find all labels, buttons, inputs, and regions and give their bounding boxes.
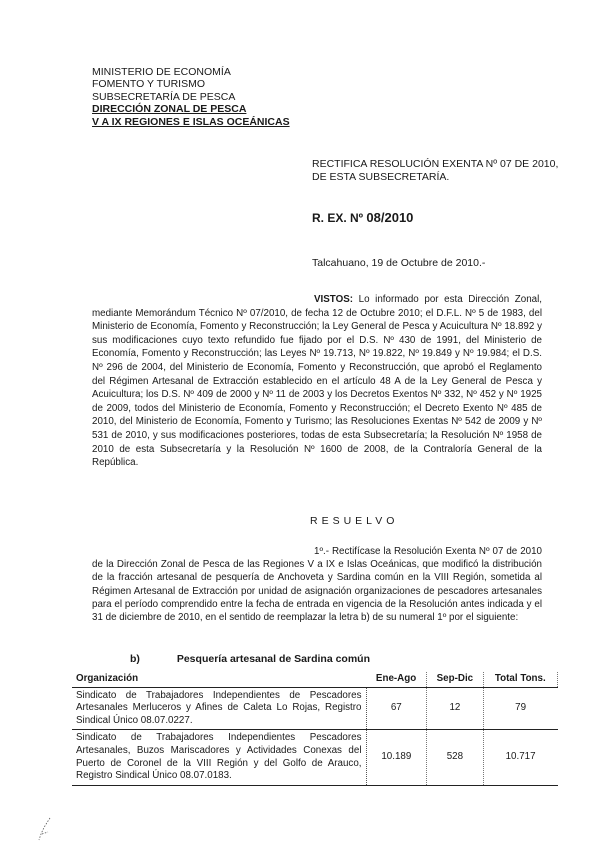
organization-cell: Sindicato de Trabajadores Independientes de Pescadores Artesanales Merluceros y Afines de Caleta Lo Rojas, Registro Sindical Único 08.07.0227. <box>72 687 366 730</box>
resuelvo-heading: RESUELVO <box>310 515 399 527</box>
margin-handwritten-mark <box>36 816 56 844</box>
organization-cell: Sindicato de Trabajadores Independientes Pescadores Artesanales, Buzos Mariscadores y Actividades Conexas del Puerto de Coronel de la VIII Región y del Golfo de Arauco, Registro Sindical Único 08.07.0183. <box>72 730 366 785</box>
section-b-heading <box>130 653 370 665</box>
ene-ago-cell: 10.189 <box>366 730 427 785</box>
table-row <box>72 687 558 730</box>
col-header-sep-dic: Sep-Dic <box>427 672 484 687</box>
resolution-subject: RECTIFICA RESOLUCIÓN EXENTA Nº 07 DE 2010, DE ESTA SUBSECRETARÍA. <box>312 158 559 183</box>
vistos-lead: VISTOS: <box>314 294 354 305</box>
col-header-ene-ago: Ene-Ago <box>366 672 427 687</box>
regions-line: V A IX REGIONES E ISLAS OCEÁNICAS <box>92 115 290 128</box>
vistos-paragraph <box>92 293 542 470</box>
sep-dic-cell: 528 <box>427 730 484 785</box>
resolution-prefix: R. EX. Nº <box>312 211 364 225</box>
date-line: Talcahuano, 19 de Octubre de 2010.- <box>312 257 486 269</box>
letterhead <box>92 66 290 128</box>
ene-ago-cell: 67 <box>366 687 427 730</box>
resolution-number-value: 08/2010 <box>366 210 414 225</box>
total-cell: 10.717 <box>483 730 557 785</box>
ministry-line: SUBSECRETARÍA DE PESCA <box>92 90 236 103</box>
zonal-direction-line: DIRECCIÓN ZONAL DE PESCA <box>92 103 247 116</box>
ministry-line: FOMENTO Y TURISMO <box>92 78 205 91</box>
table-row <box>72 730 558 785</box>
organization-quota-table <box>72 672 558 786</box>
total-cell: 79 <box>483 687 557 730</box>
resolution-paragraph-1: 1º.- Rectifícase la Resolución Exenta Nº 07 de 2010 de la Dirección Zonal de Pesca de las Regiones V a IX e Islas Oceánicas, que modificó la distribución de la fracción artesanal de pesquería de Anchoveta y Sardina común en la VIII Región, sometida al Régimen Artesanal de Extracción por unidad de asignación organizaciones de pescadores artesanales para el período comprendido entre la fecha de entrada en vigencia de la Resolución antes indicada y el 31 de diciembre de 2010, en el sentido de reemplazar la letra b) de su numeral 1º por el siguiente: <box>92 546 542 624</box>
col-header-organization: Organización <box>72 672 366 687</box>
vistos-body: Lo informado por esta Dirección Zonal, mediante Memorándum Técnico Nº 07/2010, de fecha 12 de Octubre 2010; el D.F.L. Nº 5 de 1983, del Ministerio de Economía, Fomento y Reconstrucción; la Ley General de Pesca y Acuicultura Nº 18.892 y sus modificaciones cuyo texto refundido fue fijado por el D.S. Nº 430 de 1991, del Ministerio de Economía, Fomento y Reconstrucción; las Leyes Nº 19.713, Nº 19.822, Nº 19.849 y Nº 19.984; el D.S. Nº 296 de 2004, del Ministerio de Economía, Fomento y Reconstrucción, que aprobó el Reglamento del Régimen Artesanal de Extracción establecido en el artículo 48 A de la Ley General de Pesca y Acuicultura; los D.S. Nº 409 de 2000 y Nº 11 de 2003 y los Decretos Exentos Nº 332, Nº 452 y Nº 1925 de 2009, todos del Ministerio de Economía, Fomento y Reconstrucción; el Decreto Exento Nº 485 de 2010, del Ministerio de Economía, Fomento y Turismo; las Resoluciones Exentas Nº 542 de 2009 y Nº 531 de 2010, y sus modificaciones posteriores, todas de esta Subsecretaría; la Resolución Nº 1958 de 2010 de esta Subsecretaría y la Resolución Nº 1600 de 2008, de la Contraloría General de la República. <box>92 294 542 469</box>
ministry-line: MINISTERIO DE ECONOMÍA <box>92 66 231 78</box>
resolution-number <box>312 210 413 225</box>
col-header-total: Total Tons. <box>483 672 557 687</box>
sep-dic-cell: 12 <box>427 687 484 730</box>
section-b-title: Pesquería artesanal de Sardina común <box>176 653 371 665</box>
section-b-label: b) <box>130 653 140 665</box>
table-header-row <box>72 672 558 687</box>
